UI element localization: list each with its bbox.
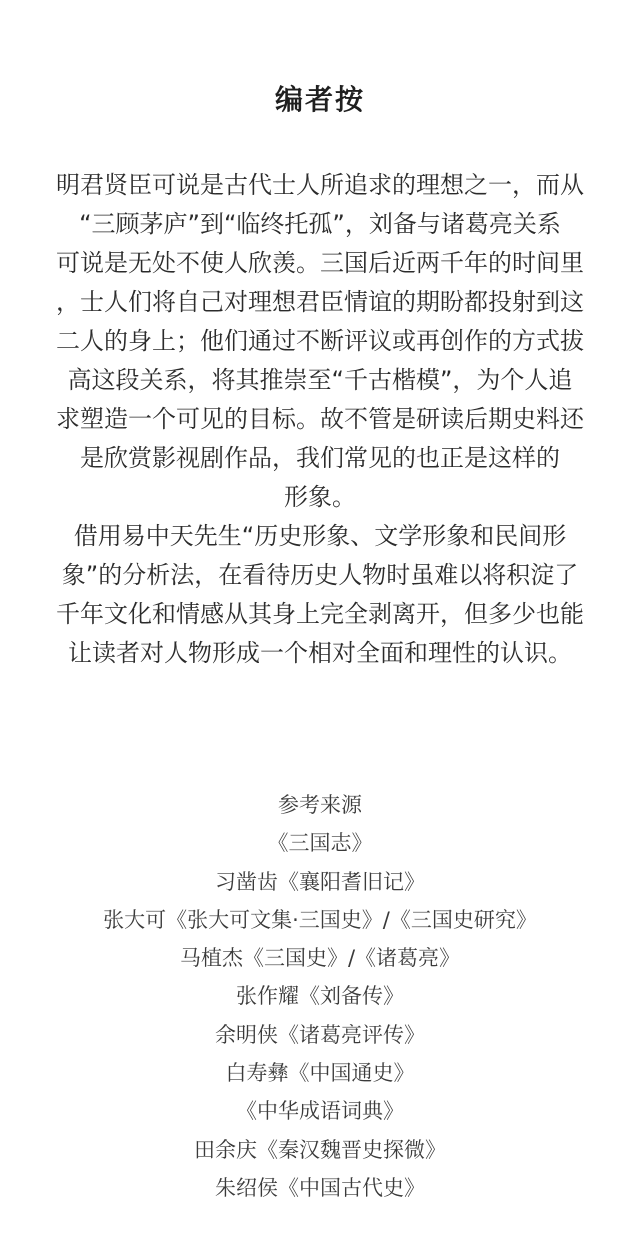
intro-line: ，士人们将自己对理想君臣情谊的期盼都投射到这 — [56, 288, 584, 316]
reference-item: 朱绍侯《中国古代史》 — [215, 1175, 425, 1200]
reference-item: 张大可《张大可文集·三国史》/《三国史研究》 — [103, 907, 537, 932]
intro-line: 明君贤臣可说是古代士人所追求的理想之一，而从 — [56, 171, 584, 199]
intro-line: 象”的分析法，在看待历史人物时虽难以将积淀了 — [61, 561, 579, 589]
references-heading: 参考来源 — [278, 793, 362, 817]
intro-line: 千年文化和情感从其身上完全剥离开，但多少也能 — [56, 600, 584, 628]
reference-item: 田余庆《秦汉魏晋史探微》 — [194, 1137, 446, 1162]
reference-item: 《中华成语词典》 — [236, 1099, 404, 1124]
intro-line: 二人的身上；他们通过不断评议或再创作的方式拔 — [56, 327, 584, 355]
intro-line: 借用易中天先生“历史形象、文学形象和民间形 — [73, 522, 567, 550]
references-section — [0, 786, 640, 1207]
reference-item: 马植杰《三国史》/《诸葛亮》 — [179, 946, 461, 971]
reference-item: 《三国志》 — [267, 831, 373, 856]
reference-item: 张作耀《刘备传》 — [236, 984, 404, 1009]
intro-line: 求塑造一个可见的目标。故不管是研读后期史料还 — [56, 405, 584, 433]
intro-line: 让读者对人物形成一个相对全面和理性的认识。 — [68, 639, 572, 667]
reference-item: 习凿齿《襄阳耆旧记》 — [215, 869, 425, 894]
intro-line: “三顾茅庐”到“临终托孤”，刘备与诸葛亮关系 — [79, 210, 561, 238]
intro-line: 是欣赏影视剧作品，我们常见的也正是这样的 — [80, 444, 560, 472]
reference-item: 白寿彝《中国通史》 — [225, 1061, 415, 1086]
editor-note-body — [22, 166, 618, 673]
intro-line: 形象。 — [284, 483, 356, 511]
page-title: 编者按 — [274, 83, 365, 116]
intro-line: 高这段关系，将其推崇至“千古楷模”，为个人追 — [67, 366, 573, 394]
intro-line: 可说是无处不使人欣羡。三国后近两千年的时间里 — [56, 249, 584, 277]
reference-item: 余明侠《诸葛亮评传》 — [215, 1022, 425, 1047]
